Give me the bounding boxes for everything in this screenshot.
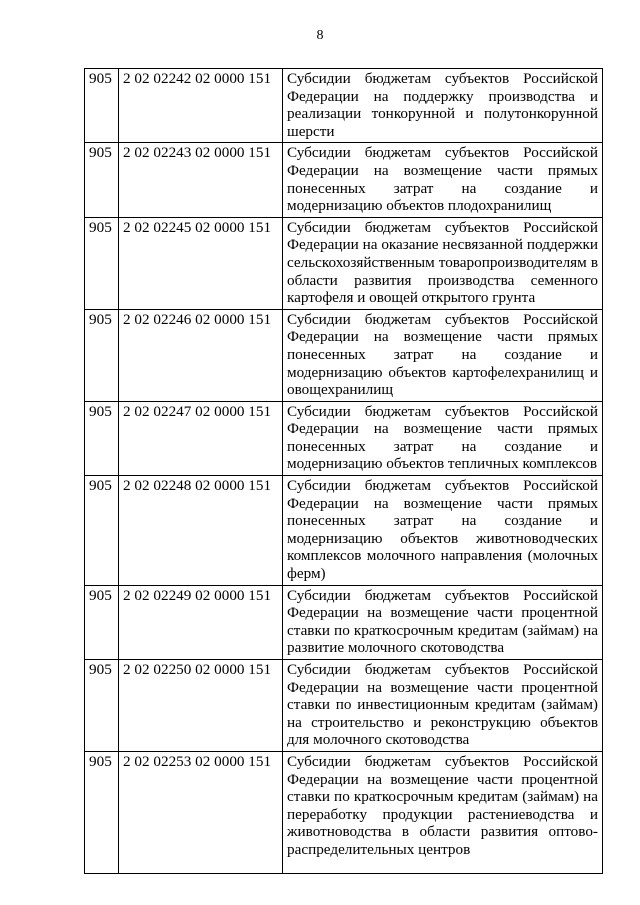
income-code-cell: 2 02 02247 02 0000 151 — [119, 401, 283, 475]
income-code-cell: 2 02 02242 02 0000 151 — [119, 69, 283, 143]
income-code-cell: 2 02 02243 02 0000 151 — [119, 143, 283, 217]
table-row — [85, 69, 603, 143]
admin-code-cell: 905 — [85, 69, 119, 143]
description-cell: Субсидии бюджетам субъектов Российской Федерации на возмещение части прямых понесенных затрат на создание и модернизацию объектов плодохранилищ — [283, 143, 603, 217]
admin-code-cell: 905 — [85, 217, 119, 309]
description-cell: Субсидии бюджетам субъектов Российской Федерации на возмещение части прямых понесенных затрат на создание и модернизацию объектов животноводческих комплексов молочного направления (молочных ферм) — [283, 476, 603, 586]
income-code-cell: 2 02 02250 02 0000 151 — [119, 660, 283, 752]
admin-code-cell: 905 — [85, 660, 119, 752]
income-code-cell: 2 02 02248 02 0000 151 — [119, 476, 283, 586]
description-cell: Субсидии бюджетам субъектов Российской Федерации на возмещение части процентной ставки по инвестиционным кредитам (займам) на строительство и реконструкцию объектов для молочного скотоводства — [283, 660, 603, 752]
income-code-cell: 2 02 02249 02 0000 151 — [119, 585, 283, 659]
description-cell: Субсидии бюджетам субъектов Российской Федерации на оказание несвязанной поддержки сельскохозяйственным товаропроизводителям в области развития производства семенного картофеля и овощей открытого грунта — [283, 217, 603, 309]
admin-code-cell: 905 — [85, 309, 119, 401]
table-row — [85, 143, 603, 217]
admin-code-cell: 905 — [85, 143, 119, 217]
admin-code-cell: 905 — [85, 585, 119, 659]
income-code-cell: 2 02 02246 02 0000 151 — [119, 309, 283, 401]
description-cell: Субсидии бюджетам субъектов Российской Федерации на возмещение части процентной ставки по краткосрочным кредитам (займам) на развитие молочного скотоводства — [283, 585, 603, 659]
description-cell: Субсидии бюджетам субъектов Российской Федерации на возмещение части прямых понесенных затрат на создание и модернизацию объектов тепличных комплексов — [283, 401, 603, 475]
table-row — [85, 217, 603, 309]
page-number: 8 — [316, 28, 324, 43]
table-row — [85, 660, 603, 752]
table-row — [85, 401, 603, 475]
table-row — [85, 476, 603, 586]
description-cell: Субсидии бюджетам субъектов Российской Федерации на поддержку производства и реализации тонкорунной и полутонкорунной шерсти — [283, 69, 603, 143]
description-cell: Субсидии бюджетам субъектов Российской Федерации на возмещение части прямых понесенных затрат на создание и модернизацию объектов картофелехранилищ и овощехранилищ — [283, 309, 603, 401]
table-row — [85, 309, 603, 401]
admin-code-cell: 905 — [85, 476, 119, 586]
admin-code-cell: 905 — [85, 401, 119, 475]
income-code-cell: 2 02 02245 02 0000 151 — [119, 217, 283, 309]
income-code-cell: 2 02 02253 02 0000 151 — [119, 751, 283, 873]
description-cell: Субсидии бюджетам субъектов Российской Федерации на возмещение части процентной ставки по краткосрочным кредитам (займам) на переработку продукции растениеводства и животноводства в области развития оптово-распределительных центров — [283, 751, 603, 873]
table-row — [85, 751, 603, 873]
budget-classification-table — [84, 68, 603, 874]
admin-code-cell: 905 — [85, 751, 119, 873]
table-row — [85, 585, 603, 659]
